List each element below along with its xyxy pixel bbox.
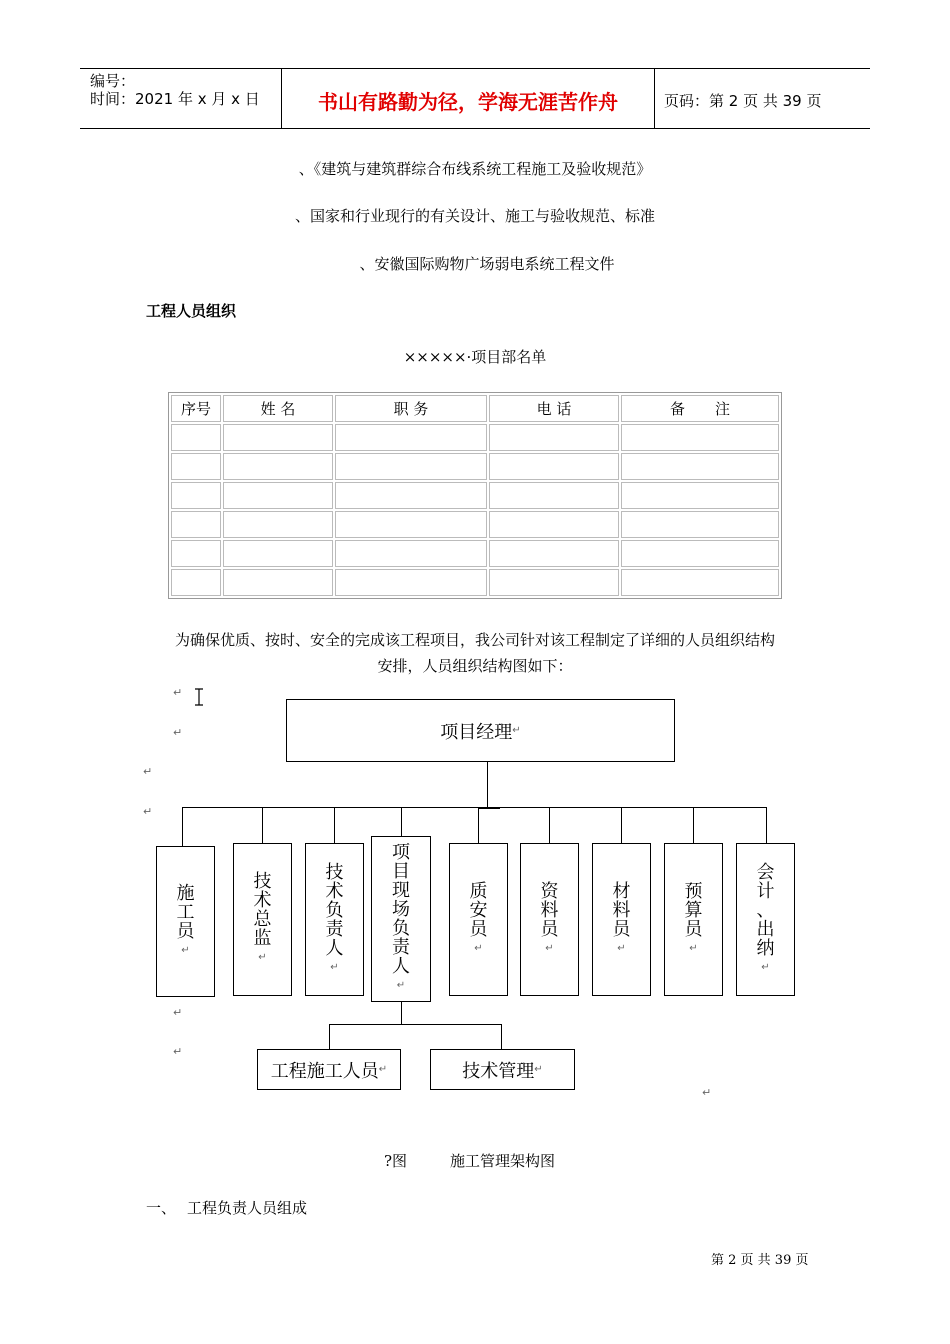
reference-2: 、国家和行业现行的有关设计、施工与验收规范、标准 (294, 207, 655, 225)
org-box-role (664, 843, 723, 996)
header-motto: 书山有路勤为径，学海无涯苦作舟 (318, 90, 618, 114)
org-connector (487, 762, 488, 807)
page-footer: 第 2 页 共 39 页 (711, 1253, 809, 1268)
paragraph-mark: ↵ (702, 1086, 712, 1099)
figure-caption: 施工管理架构图 (450, 1152, 556, 1170)
org-box-role (736, 843, 795, 996)
org-box-role (156, 846, 215, 997)
org-box-construction-staff: 工程施工人员 ↵ (257, 1049, 401, 1090)
org-label: 项目经理 (440, 721, 513, 743)
org-label: 技 术 总 监 ↵ (253, 871, 272, 963)
org-box-role (592, 843, 651, 996)
table-row (171, 540, 779, 567)
header-number-label: 编号： (90, 72, 136, 90)
org-label: 会 计 、 出 纳 ↵ (756, 861, 775, 973)
paragraph-mark: ↵ (143, 805, 153, 818)
table-header-cell: 备 注 (621, 395, 779, 422)
table-row (171, 424, 779, 451)
org-box-role (371, 836, 431, 1002)
org-label: 施 工 员 ↵ (176, 882, 195, 956)
header-top-rule (80, 68, 870, 69)
org-box-role (305, 843, 364, 996)
paragraph-mark: ↵ (173, 686, 183, 699)
paragraph-mark: ↵ (173, 1045, 183, 1058)
org-connector (329, 1024, 501, 1025)
table-title: ×××××·项目部名单 (403, 348, 547, 366)
org-label: 技 术 负 责 人 ↵ (325, 861, 344, 973)
figure-number: ?图 (384, 1152, 408, 1170)
intro-line-2: 安排，人员组织结构图如下： (377, 657, 573, 675)
org-label: 质 安 员 ↵ (469, 880, 488, 954)
org-label: 资 料 员 ↵ (540, 880, 559, 954)
table-header-cell: 电 话 (489, 395, 619, 422)
org-label: 材 料 员 ↵ (612, 880, 631, 954)
org-label: 技术管理 (462, 1060, 535, 1082)
paragraph-mark: ↵ (173, 1006, 183, 1019)
org-label: 预 算 员 ↵ (684, 880, 703, 954)
table-row (171, 511, 779, 538)
org-box-technical-management: 技术管理 ↵ (430, 1049, 575, 1090)
org-box-role (449, 843, 508, 996)
paragraph-mark: ↵ (173, 726, 183, 739)
org-connector (182, 807, 766, 808)
section-1-title: 工程负责人员组成 (187, 1199, 308, 1217)
reference-1: 、《建筑与建筑群综合布线系统工程施工及验收规范》 (298, 160, 652, 178)
table-row (171, 569, 779, 596)
org-label: 工程施工人员 (270, 1060, 379, 1082)
table-row (171, 453, 779, 480)
table-header-cell: 序号 (171, 395, 221, 422)
org-connector (401, 1002, 402, 1024)
table-header-cell: 姓 名 (223, 395, 333, 422)
header-divider-2 (654, 68, 655, 128)
paragraph-mark: ↵ (143, 765, 153, 778)
header-page-info: 页码：第 2 页 共 39 页 (664, 92, 822, 110)
table-header-row (171, 395, 779, 422)
org-label: 项 目 现 场 负 责 人 ↵ (392, 842, 410, 991)
header-bottom-rule (80, 128, 870, 129)
table-header-cell: 职 务 (335, 395, 487, 422)
reference-3: 、安徽国际购物广场弱电系统工程文件 (359, 255, 615, 273)
table-row (171, 482, 779, 509)
section-1-number: 一、 (146, 1199, 177, 1217)
section-title: 工程人员组织 (146, 302, 237, 320)
text-cursor-icon (194, 688, 204, 706)
org-box-role (233, 843, 292, 996)
org-box-role (520, 843, 579, 996)
intro-line-1: 为确保优质、按时、安全的完成该工程项目，我公司针对该工程制定了详细的人员组织结构 (174, 631, 775, 649)
org-box-project-manager: 项目经理 ↵ (286, 699, 675, 762)
header-time-label: 时间：2021 年 x 月 x 日 (90, 90, 260, 108)
staff-table (168, 392, 782, 599)
